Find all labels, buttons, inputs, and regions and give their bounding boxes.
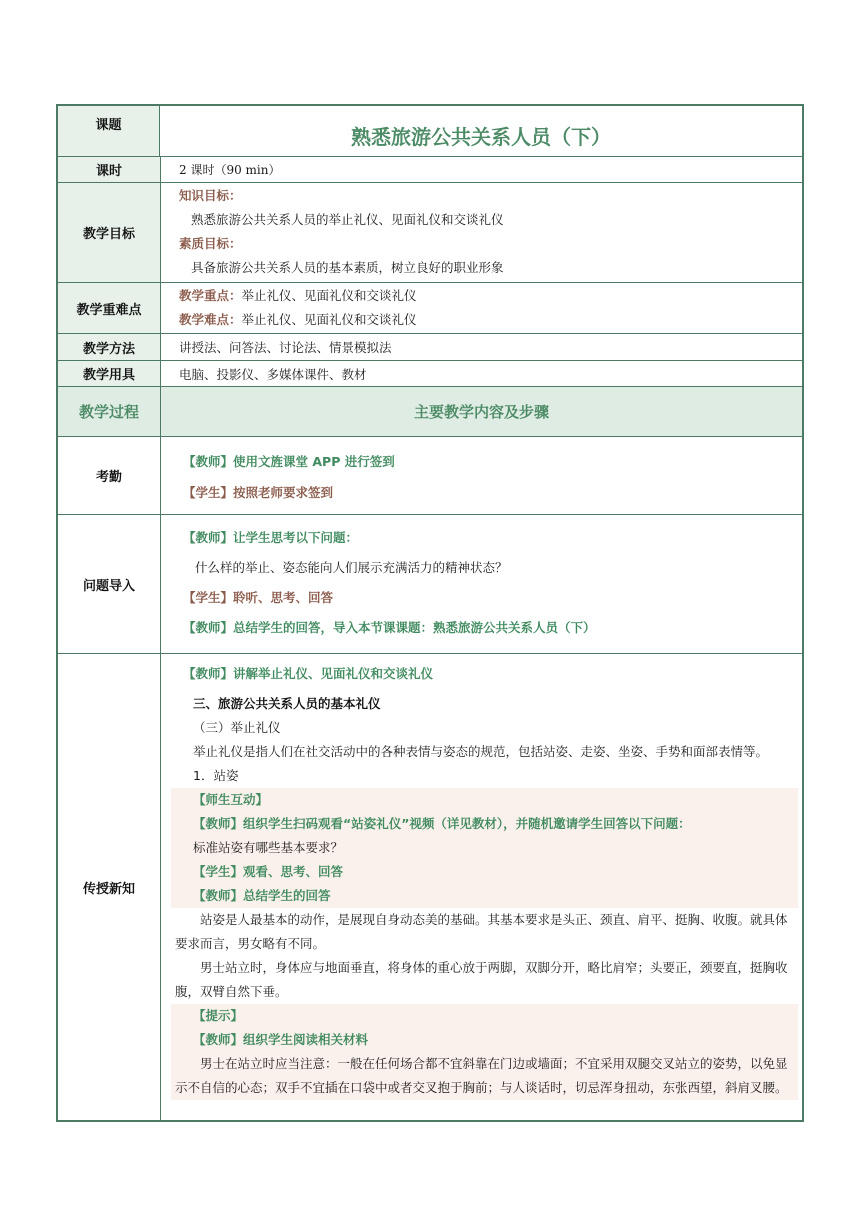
row-title	[58, 106, 802, 157]
focus-text: 举止礼仪、见面礼仪和交谈礼仪	[241, 288, 417, 303]
attendance-teacher: 【教师】使用文旌课堂 APP 进行签到	[183, 454, 395, 469]
key-points-label: 教学重难点	[58, 283, 161, 333]
difficulty-text: 举止礼仪、见面礼仪和交谈礼仪	[241, 312, 417, 327]
row-goals	[58, 183, 802, 283]
tools-value: 电脑、投影仪、多媒体课件、教材	[179, 366, 367, 382]
intro-label: 问题导入	[58, 515, 161, 653]
interaction-heading: 【师生互动】	[193, 792, 269, 807]
row-attendance	[58, 437, 802, 515]
interaction-student: 【学生】观看、思考、回答	[193, 864, 344, 879]
focus-heading: 教学重点：	[179, 288, 242, 303]
interaction-box	[171, 788, 798, 908]
goals-label: 教学目标	[58, 183, 161, 282]
intro-teacher-prompt: 【教师】让学生思考以下问题：	[183, 530, 359, 545]
interaction-question: 标准站姿有哪些基本要求？	[193, 840, 344, 855]
knowledge-goal-text: 熟悉旅游公共关系人员的举止礼仪、见面礼仪和交谈礼仪	[191, 212, 504, 227]
focus-line	[179, 284, 792, 308]
knowledge-goal-heading: 知识目标：	[179, 188, 242, 203]
row-process-header	[58, 387, 802, 437]
standing-paragraph-2: 男士站立时，身体应与地面垂直，将身体的重心放于两脚，双脚分开，略比肩窄；头要正，颈要直，挺胸收腹，双臂自然下垂。	[175, 960, 788, 999]
tools-label: 教学用具	[58, 361, 161, 386]
row-intro	[58, 515, 802, 654]
intro-question: 什么样的举止、姿态能向人们展示充满活力的精神状态？	[195, 560, 508, 575]
row-tools	[58, 361, 802, 387]
intro-teacher-summary: 【教师】总结学生的回答，导入本节课课题：熟悉旅游公共关系人员（下）	[183, 620, 596, 635]
lesson-title: 熟悉旅游公共关系人员（下）	[351, 125, 611, 149]
quality-goal-text: 具备旅游公共关系人员的基本素质，树立良好的职业形象	[191, 260, 504, 275]
teach-teacher-explain: 【教师】讲解举止礼仪、见面礼仪和交谈礼仪	[183, 666, 434, 681]
tip-heading: 【提示】	[193, 1008, 244, 1023]
row-teach	[58, 654, 802, 1120]
subsection-heading: （三）举止礼仪	[193, 720, 281, 735]
interaction-summary: 【教师】总结学生的回答	[193, 888, 331, 903]
row-method	[58, 334, 802, 361]
standing-paragraph-1: 站姿是人最基本的动作，是展现自身动态美的基础。其基本要求是头正、颈直、肩平、挺胸、收腹。就具体要求而言，男女略有不同。	[175, 912, 788, 951]
intro-student: 【学生】聆听、思考、回答	[183, 590, 334, 605]
hours-value: 2 课时（90 min）	[179, 163, 281, 177]
definition-text: 举止礼仪是指人们在社交活动中的各种表情与姿态的规范，包括站姿、走姿、坐姿、手势和面部表情等。	[193, 744, 769, 759]
row-key-points	[58, 283, 802, 334]
teach-label: 传授新知	[58, 654, 161, 1120]
lesson-plan-table	[56, 104, 804, 1122]
attendance-student: 【学生】按照老师要求签到	[183, 485, 334, 500]
row-hours	[58, 157, 802, 183]
method-label: 教学方法	[58, 334, 161, 360]
item-standing: 1．站姿	[193, 768, 239, 783]
interaction-teacher: 【教师】组织学生扫码观看“站姿礼仪”视频（详见教材），并随机邀请学生回答以下问题：	[193, 816, 691, 831]
difficulty-line	[179, 308, 792, 332]
attendance-label: 考勤	[58, 437, 161, 514]
title-label: 课题	[58, 106, 160, 156]
quality-goal-heading: 素质目标：	[179, 236, 242, 251]
section-heading: 三、旅游公共关系人员的基本礼仪	[193, 696, 381, 711]
tip-box	[171, 1004, 798, 1052]
difficulty-heading: 教学难点：	[179, 312, 242, 327]
method-value: 讲授法、问答法、讨论法、情景模拟法	[179, 340, 392, 355]
process-heading: 主要教学内容及步骤	[413, 403, 549, 421]
process-label: 教学过程	[58, 387, 161, 436]
tip-text: 男士在站立时应当注意：一般在任何场合都不宜斜靠在门边或墙面；不宜采用双腿交叉站立的姿势，以免显示不自信的心态；双手不宜插在口袋中或者交叉抱于胸前；与人谈话时，切忌浑身扭动，东张西望，斜肩叉腰。	[171, 1052, 798, 1100]
hours-label: 课时	[58, 157, 161, 182]
tip-teacher: 【教师】组织学生阅读相关材料	[193, 1032, 369, 1047]
